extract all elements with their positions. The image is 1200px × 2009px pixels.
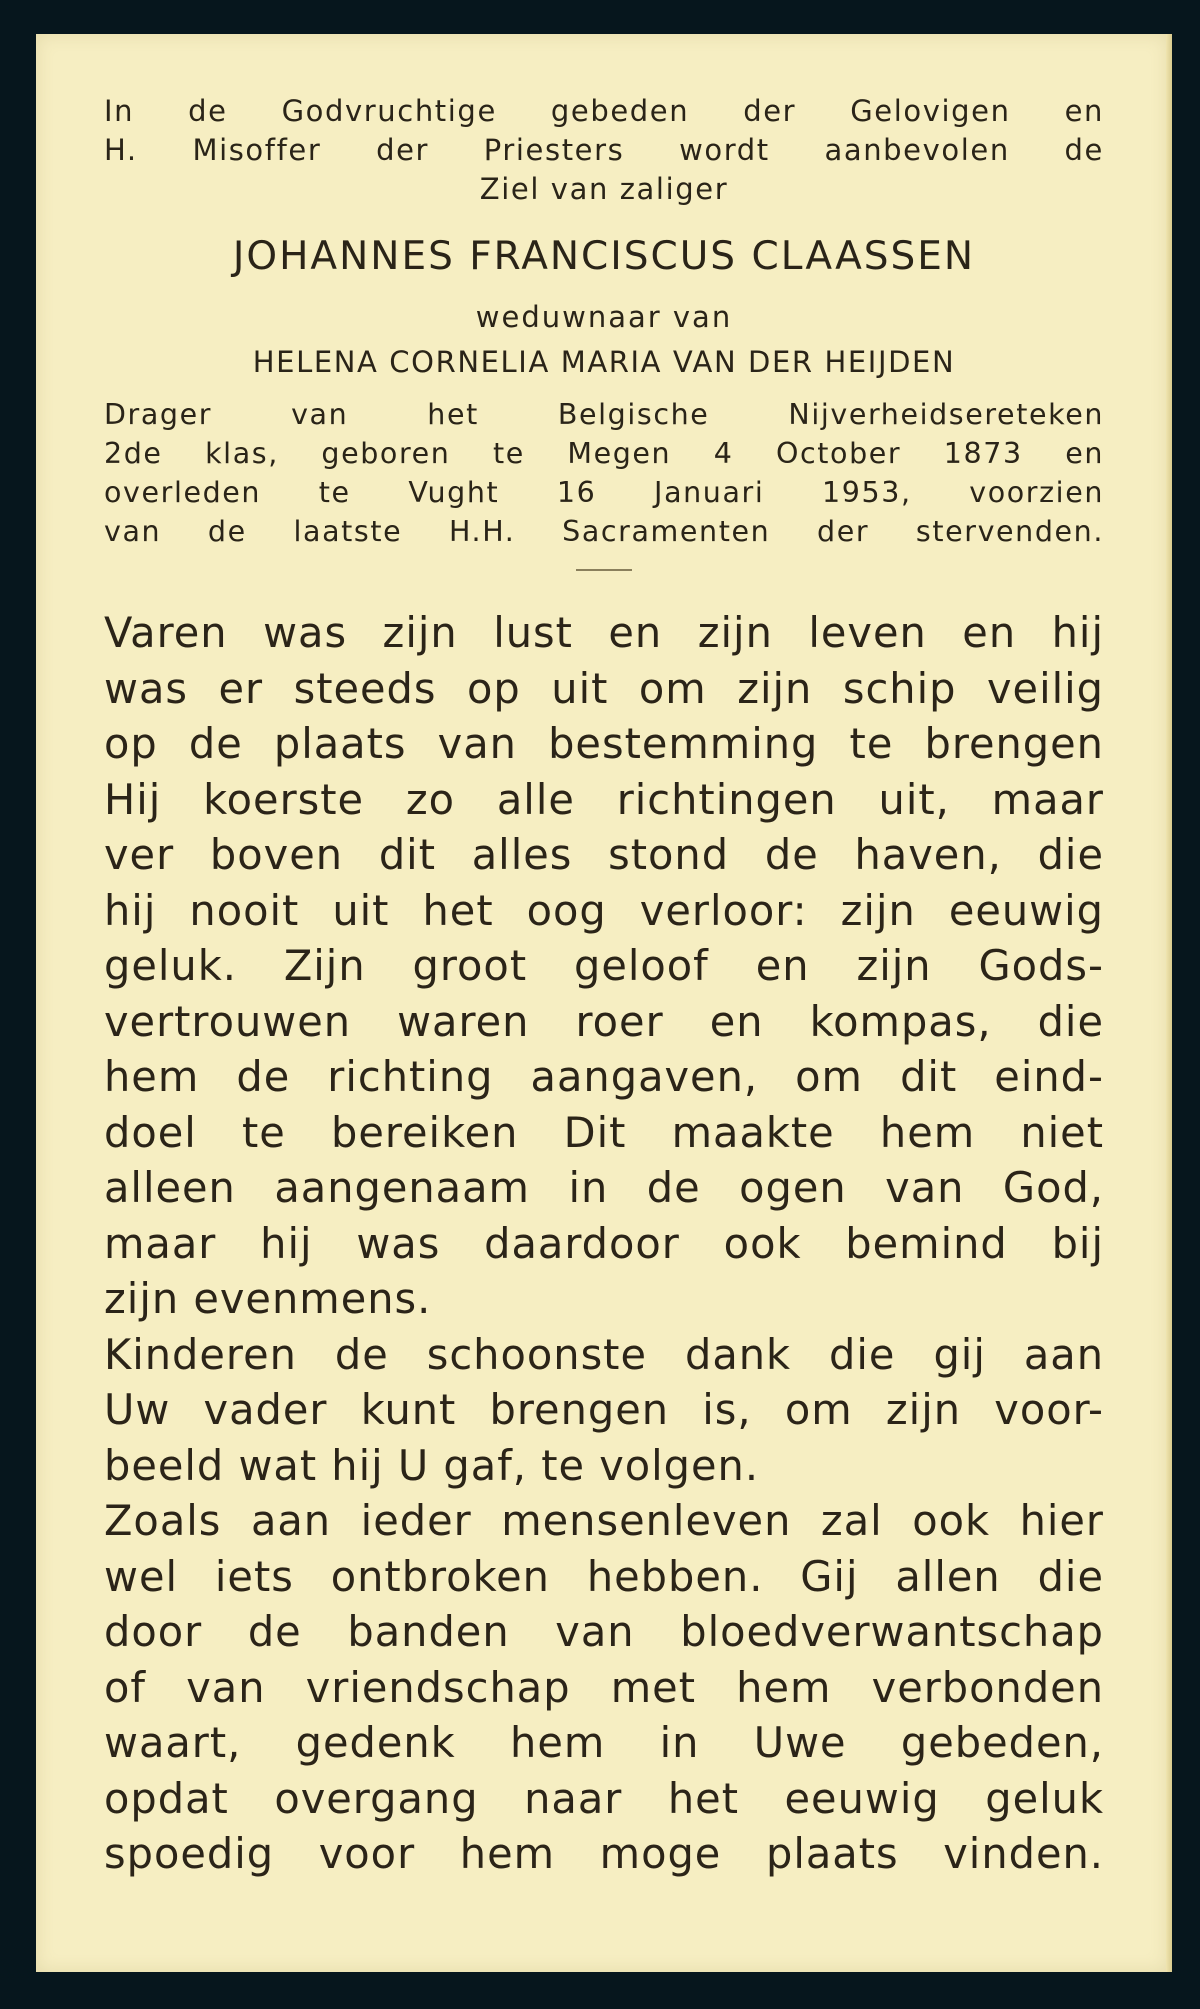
details-line: Drager van het Belgische Nijverheidsereteken — [104, 398, 1104, 431]
memorial-card — [36, 34, 1168, 1972]
body-line: of van vriendschap met hem verbonden — [104, 1662, 1104, 1712]
details-text — [104, 395, 1104, 551]
body-line: opdat overgang naar het eeuwig geluk — [104, 1773, 1104, 1823]
body-line: Varen was zijn lust en zijn leven en hij — [104, 608, 1104, 657]
intro-text — [104, 92, 1104, 209]
relation-text: weduwnaar van — [475, 300, 733, 334]
intro-line: Ziel van zaliger — [479, 172, 729, 206]
body-line: Kinderen de schoonste dank die gij aan — [104, 1329, 1104, 1379]
body-line: zijn evenmens. — [104, 1274, 432, 1323]
body-line: geluk. Zijn groot geloof en zijn Gods- — [104, 941, 1104, 990]
body-line: hem de richting aangaven, om dit eind- — [104, 1052, 1104, 1101]
body-line: waart, gedenk hem in Uwe gebeden, — [104, 1718, 1104, 1767]
body-line: Hij koerste zo alle richtingen uit, maar — [104, 774, 1104, 824]
body-line: vertrouwen waren roer en kompas, die — [104, 996, 1104, 1046]
body-line: Uw vader kunt brengen is, om zijn voor- — [104, 1385, 1104, 1434]
body-line: ver boven dit alles stond de haven, die — [104, 830, 1104, 879]
intro-line: H. Misoffer der Priesters wordt aanbevolen de — [104, 133, 1104, 167]
memorial-text — [104, 605, 1104, 1882]
body-line: door de banden van bloedverwantschap — [104, 1607, 1104, 1656]
body-line: doel te bereiken Dit maakte hem niet — [104, 1107, 1104, 1157]
body-line: wel iets ontbroken hebben. Gij allen die — [104, 1551, 1104, 1601]
body-line: op de plaats van bestemming te brengen — [104, 719, 1104, 768]
card-header — [104, 92, 1104, 571]
body-line: hij nooit uit het oog verloor: zijn eeuwig — [104, 885, 1104, 935]
details-line: van de laatste H.H. Sacramenten der stervenden. — [104, 515, 1104, 548]
body-line: Zoals aan ieder mensenleven zal ook hier — [104, 1496, 1104, 1545]
body-line: alleen aangenaam in de ogen van God, — [104, 1163, 1104, 1212]
body-line: beeld wat hij U gaf, te volgen. — [104, 1440, 760, 1490]
body-line: spoedig voor hem moge plaats vinden. — [104, 1829, 1104, 1878]
details-line: overleden te Vught 16 Januari 1953, voorzien — [104, 476, 1104, 509]
intro-line: In de Godvruchtige gebeden der Gelovigen en — [104, 94, 1104, 128]
details-line: 2de klas, geboren te Megen 4 October 1873 en — [104, 437, 1104, 470]
deceased-name: JOHANNES FRANCISCUS CLAASSEN — [232, 234, 976, 279]
body-line: was er steeds op uit om zijn schip veilig — [104, 663, 1104, 713]
body-line: maar hij was daardoor ook bemind bij — [104, 1218, 1104, 1268]
divider — [576, 569, 632, 571]
spouse-name: HELENA CORNELIA MARIA VAN DER HEIJDEN — [252, 345, 956, 379]
